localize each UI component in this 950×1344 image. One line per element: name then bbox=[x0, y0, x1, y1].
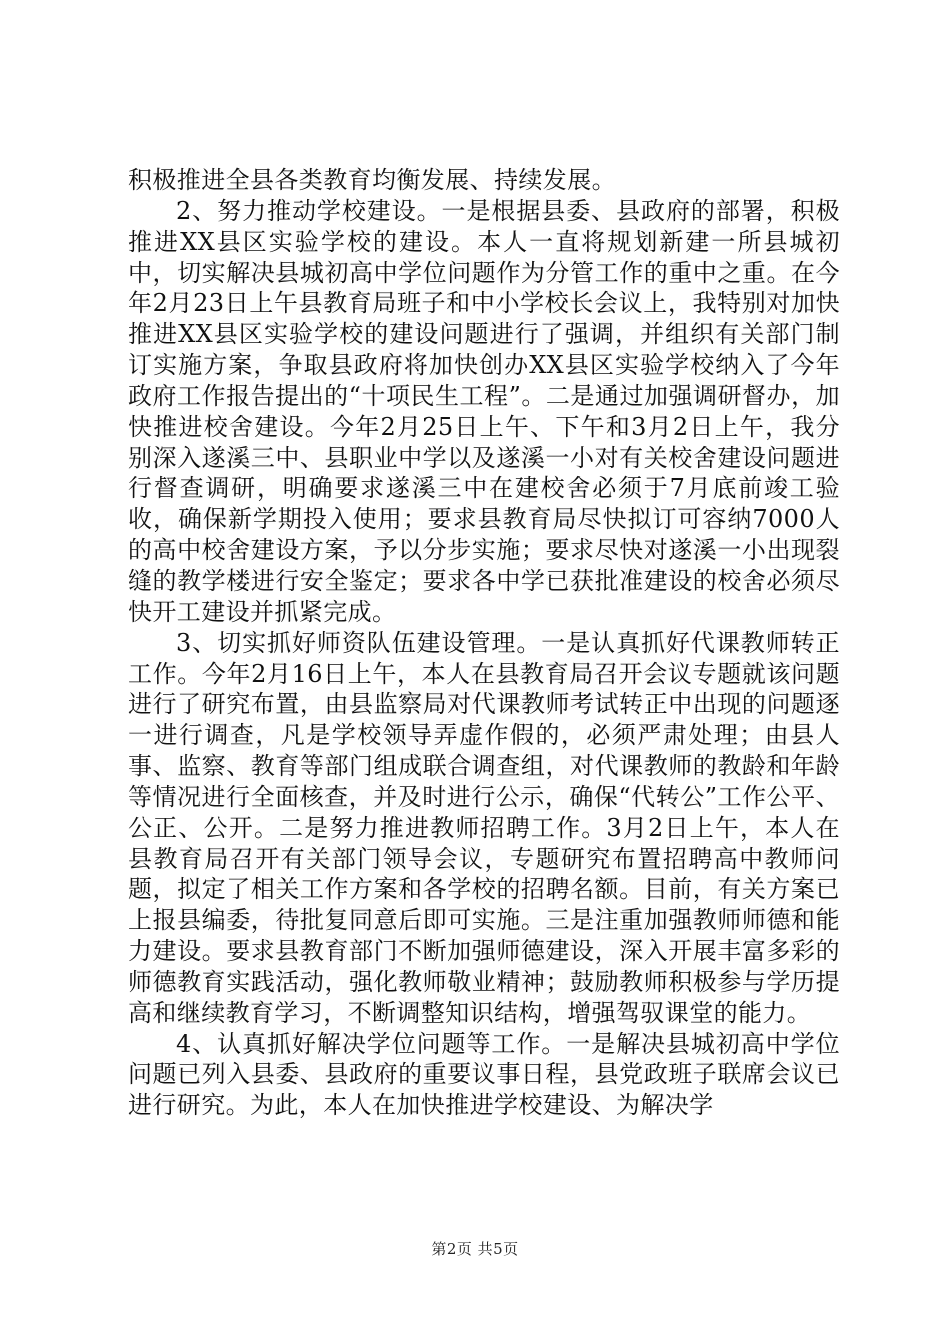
paragraph-continuation: 积极推进全县各类教育均衡发展、持续发展。 bbox=[128, 166, 616, 194]
paragraph-school-places: 4、认真抓好解决学位问题等工作。一是解决县城初高中学位问题已列入县委、县政府的重要议事日程，县党政班子联席会议已进行研究。为此，本人在加快推进学校建设、为解决学 bbox=[128, 1029, 840, 1120]
document-body bbox=[128, 165, 840, 1121]
paragraph-school-construction: 2、努力推动学校建设。一是根据县委、县政府的部署，积极推进XX县区实验学校的建设。本人一直将规划新建一所县城初中，切实解决县城初高中学位问题作为分管工作的重中之重。在今年2月23日上午县教育局班子和中小学校长会议上，我特别对加快推进XX县区实验学校的建设问题进行了强调，并组织有关部门制订实施方案，争取县政府将加快创办XX县区实验学校纳入了今年政府工作报告提出的“十项民生工程”。二是通过加强调研督办，加快推进校舍建设。今年2月25日上午、下午和3月2日上午，我分别深入遂溪三中、县职业中学以及遂溪一小对有关校舍建设问题进行督查调研，明确要求遂溪三中在建校舍必须于7月底前竣工验收，确保新学期投入使用；要求县教育局尽快拟订可容纳7000人的高中校舍建设方案，予以分步实施；要求尽快对遂溪一小出现裂缝的教学楼进行安全鉴定；要求各中学已获批准建设的校舍必须尽快开工建设并抓紧完成。 bbox=[128, 196, 840, 626]
paragraph-teacher-team: 3、切实抓好师资队伍建设管理。一是认真抓好代课教师转正工作。今年2月16日上午，本人在县教育局召开会议专题就该问题进行了研究布置，由县监察局对代课教师考试转正中出现的问题逐一进行调查，凡是学校领导弄虚作假的，必须严肃处理；由县人事、监察、教育等部门组成联合调查组，对代课教师的教龄和年龄等情况进行全面核查，并及时进行公示，确保“代转公”工作公平、公正、公开。二是努力推进教师招聘工作。3月2日上午，本人在县教育局召开有关部门领导会议，专题研究布置招聘高中教师问题，拟定了相关工作方案和各学校的招聘名额。目前，有关方案已上报县编委，待批复同意后即可实施。三是注重加强教师师德和能力建设。要求县教育部门不断加强师德建设，深入开展丰富多彩的师德教育实践活动，强化教师敬业精神；鼓励教师积极参与学历提高和继续教育学习，不断调整知识结构，增强驾驭课堂的能力。 bbox=[128, 628, 840, 1027]
page-number-footer: 第2页 共5页 bbox=[431, 1240, 519, 1258]
